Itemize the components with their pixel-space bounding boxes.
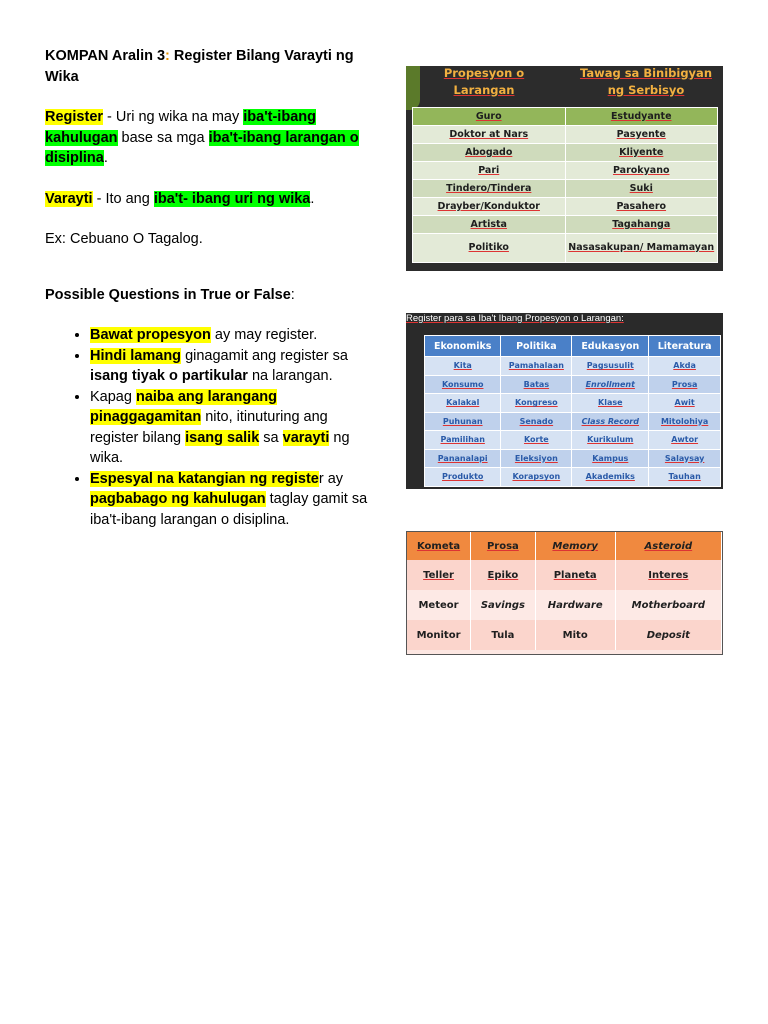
image2-cell-text: Produkto	[442, 472, 484, 482]
list-item	[90, 387, 375, 469]
word-classification-image	[406, 531, 723, 655]
image2-cell-text: Senado	[519, 416, 554, 426]
table-row	[425, 449, 721, 468]
image3-cell-text: Kometa	[416, 540, 461, 552]
image2-cell	[425, 394, 501, 413]
image2-cell-text: Batas	[523, 379, 550, 389]
image2-cell	[572, 449, 649, 468]
list-item	[90, 469, 375, 531]
image3-cell	[615, 590, 721, 620]
bullet4-highlight-2: pagbabago ng kahulugan	[90, 491, 266, 507]
image2-header	[425, 336, 501, 357]
bullet2-bold: isang tiyak o partikular	[90, 368, 248, 384]
image1-cell	[565, 144, 718, 162]
image2-header-text: Politika	[516, 340, 557, 352]
image3-cell	[615, 620, 721, 650]
image1-cell-text: Kliyente	[619, 147, 664, 158]
image1-header-left-line1: Propesyon o	[443, 66, 525, 80]
bullet3-text-3: sa	[259, 429, 283, 446]
image2-cell	[572, 412, 649, 431]
questions-heading-text: Possible Questions in True or False	[45, 286, 291, 303]
varayti-definition	[45, 189, 375, 210]
image2-cell-text: Awtor	[671, 435, 699, 445]
image2-cell-text: Pamilihan	[440, 435, 485, 445]
table-row	[407, 532, 722, 560]
image1-cell	[413, 198, 566, 216]
table-row	[413, 216, 718, 234]
image3-cell	[615, 532, 721, 560]
table-row	[425, 412, 721, 431]
image2-cell-text: Kongreso	[515, 398, 558, 408]
image3-cell	[407, 590, 471, 620]
bullet4-text-2: taglay gamit sa iba't-ibang larangan o disiplina.	[90, 491, 368, 528]
image1-cell	[565, 234, 718, 263]
image2-cell	[572, 357, 649, 376]
image2-header-text: Literatura	[657, 340, 712, 352]
bullet2-text-2: na larangan.	[247, 368, 333, 384]
bullet1-text: ay may register.	[210, 327, 318, 343]
image2-cell-text: Akademiks	[585, 472, 635, 482]
image2-cell	[425, 468, 501, 487]
list-item	[90, 346, 375, 387]
table-row	[407, 560, 722, 590]
image2-cell	[572, 468, 649, 487]
image2-cell	[649, 449, 721, 468]
image3-cell	[407, 532, 471, 560]
image3-cell-text: Tula	[491, 629, 515, 641]
register-highlight-2: iba't-ibang larangan o disiplina	[45, 129, 359, 166]
example-line: Ex: Cebuano O Tagalog.	[45, 231, 203, 247]
image2-header	[501, 336, 572, 357]
image3-cell	[471, 560, 536, 590]
image2-cell	[425, 357, 501, 376]
image1-cell	[413, 216, 566, 234]
image2-header-text: Ekonomiks	[433, 340, 492, 352]
image2-cell-text: Pagsusulit	[586, 361, 634, 371]
table-row	[425, 468, 721, 487]
image1-cell-text: Politiko	[468, 242, 509, 253]
image2-cell	[649, 394, 721, 413]
table-row	[413, 108, 718, 126]
register-term: Register	[45, 109, 104, 125]
table-row	[413, 198, 718, 216]
image2-cell	[572, 394, 649, 413]
image3-cell	[535, 620, 615, 650]
table-row	[425, 375, 721, 394]
image3-cell-text: Hardware	[547, 599, 603, 611]
image3-cell-text: Interes	[648, 569, 689, 581]
image1-cell-text: Artista	[470, 219, 507, 230]
image1-cell-text: Parokyano	[612, 165, 670, 176]
image3-cell-text: Mito	[562, 629, 588, 641]
bullet2-highlight: Hindi lamang	[90, 347, 182, 364]
bullet1-highlight: Bawat propesyon	[90, 327, 211, 343]
image3-cell-text: Teller	[423, 569, 454, 581]
title-rest: Register Bilang Varayti ng Wika	[45, 48, 354, 85]
image2-cell-text: Class Record	[581, 416, 639, 426]
image3-cell	[535, 560, 615, 590]
image1-cell	[565, 126, 718, 144]
image1-cell	[413, 108, 566, 126]
image2-cell-text: Kalakal	[446, 398, 480, 408]
image2-cell-text: Akda	[673, 361, 696, 371]
register-text-2: base sa mga	[117, 129, 209, 146]
professions-table-image	[406, 66, 723, 271]
image1-cell-text: Doktor at Nars	[449, 129, 529, 140]
image2-cell-text: Klase	[598, 398, 623, 408]
table-row	[413, 234, 718, 263]
image3-cell-text: Memory	[552, 540, 598, 552]
image2-cell	[425, 375, 501, 394]
image2-cell-text: Tauhan	[668, 472, 701, 482]
image1-header-right-line2: ng Serbisyo	[607, 83, 685, 97]
image3-cell-text: Epiko	[487, 569, 519, 581]
table-row	[407, 590, 722, 620]
bullet4-highlight-1: Espesyal na katangian ng registe	[90, 470, 319, 487]
image3-cell	[407, 620, 471, 650]
image2-cell	[501, 449, 572, 468]
image1-cell-text: Pasyente	[616, 129, 666, 140]
page-title	[45, 46, 375, 87]
bullet3-highlight-2: isang salik	[185, 429, 260, 446]
image2-cell	[501, 394, 572, 413]
table-row	[413, 126, 718, 144]
image2-header-text: Edukasyon	[581, 340, 640, 352]
varayti-term: Varayti	[45, 190, 93, 207]
title-colon: :	[165, 48, 170, 64]
table-row	[407, 620, 722, 650]
bullet2-text-1: ginagamit ang register sa	[181, 347, 348, 364]
image2-header	[649, 336, 721, 357]
image1-cell	[413, 126, 566, 144]
image2-cell-text: Mitolohiya	[660, 416, 709, 426]
table-row	[425, 431, 721, 450]
image1-cell-text: Tagahanga	[612, 219, 671, 230]
image2-cell-text: Kita	[453, 361, 472, 371]
image1-cell	[565, 216, 718, 234]
image1-cell	[565, 198, 718, 216]
image2-cell-text: Puhunan	[442, 416, 483, 426]
image1-cell-text: Nasasakupan/ Mamamayan	[568, 242, 715, 253]
image2-cell-text: Prosa	[671, 379, 698, 389]
bullet3-text-2: nito, itinuturing ang register bilang	[90, 409, 328, 446]
image2-cell	[572, 375, 649, 394]
image2-cell-text: Awit	[674, 398, 695, 408]
bullet3-text-4: ng wika.	[90, 429, 350, 466]
image2-cell-text: Kampus	[592, 453, 629, 463]
list-item	[90, 325, 375, 346]
table-row	[413, 180, 718, 198]
image2-cell	[649, 412, 721, 431]
image3-table	[407, 532, 722, 650]
image3-cell-text: Planeta	[553, 569, 597, 581]
image3-cell-text: Asteroid	[644, 540, 693, 552]
image2-cell	[649, 357, 721, 376]
image2-cell	[501, 468, 572, 487]
image3-cell-text: Prosa	[486, 540, 519, 552]
register-text-1: - Uri ng wika na may	[103, 109, 244, 125]
image3-cell-text: Monitor	[416, 629, 461, 641]
varayti-text-2: .	[310, 190, 315, 207]
image2-caption	[406, 313, 624, 324]
image1-cell	[413, 234, 566, 263]
image1-cell	[565, 162, 718, 180]
image2-cell-text: Eleksiyon	[514, 453, 558, 463]
image3-cell-text: Motherboard	[631, 599, 705, 611]
image3-cell-text: Meteor	[418, 599, 459, 611]
image3-cell	[535, 590, 615, 620]
table-row	[413, 144, 718, 162]
varayti-text-1: - Ito ang	[92, 190, 154, 207]
image1-cell-text: Drayber/Konduktor	[437, 201, 540, 212]
register-definition	[45, 107, 375, 169]
bullet3-highlight-1: naiba ang larangang pinaggagamitan	[90, 388, 277, 425]
image1-header-left-line2: Larangan	[453, 83, 515, 97]
register-fields-image	[406, 313, 723, 489]
image1-cell-text: Suki	[629, 183, 653, 194]
image1-cell	[565, 180, 718, 198]
image3-cell	[471, 620, 536, 650]
image3-cell	[471, 532, 536, 560]
image2-cell-text: Korapsyon	[512, 472, 561, 482]
image2-cell	[649, 375, 721, 394]
questions-heading-colon: :	[290, 286, 295, 303]
image3-cell-text: Deposit	[646, 629, 690, 641]
image2-cell-text: Pamahalaan	[508, 361, 564, 371]
image2-cell	[425, 431, 501, 450]
image3-cell	[471, 590, 536, 620]
image2-cell	[572, 431, 649, 450]
image2-header	[572, 336, 649, 357]
image2-cell	[501, 431, 572, 450]
image2-cell	[501, 412, 572, 431]
register-highlight-1: iba't-ibang kahulugan	[45, 109, 316, 146]
image2-table	[424, 335, 721, 487]
image2-cell-text: Kurikulum	[587, 435, 634, 445]
image1-cell-text: Tindero/Tindera	[446, 183, 532, 194]
image1-cell	[413, 144, 566, 162]
image2-cell	[425, 412, 501, 431]
image2-cell	[649, 468, 721, 487]
image1-cell	[413, 180, 566, 198]
image2-cell	[501, 375, 572, 394]
image1-header-right	[566, 66, 723, 105]
document-body	[45, 46, 375, 530]
bullet3-text-1: Kapag	[90, 388, 136, 405]
table-row	[425, 394, 721, 413]
image2-cell	[501, 357, 572, 376]
title-lead: KOMPAN Aralin 3	[45, 48, 166, 64]
table-row	[413, 162, 718, 180]
table-row	[425, 357, 721, 376]
image1-table	[412, 107, 718, 263]
image1-cell-text: Abogado	[465, 147, 513, 158]
image1-cell	[413, 162, 566, 180]
image1-cell-text: Pari	[478, 165, 500, 176]
image2-cell-text: Pananalapi	[437, 453, 488, 463]
image1-cell-text: Pasahero	[616, 201, 667, 212]
questions-list	[45, 325, 375, 530]
image1-cell	[565, 108, 718, 126]
image3-cell	[615, 560, 721, 590]
image1-header-right-line1: Tawag sa Binibigyan	[579, 66, 713, 80]
image1-cell-text: Guro	[475, 111, 502, 122]
image2-cell	[425, 449, 501, 468]
varayti-highlight: iba't- ibang uri ng wika	[153, 190, 311, 207]
image1-header-left	[414, 66, 554, 105]
image2-cell-text: Konsumo	[441, 379, 484, 389]
image2-cell-text: Korte	[523, 435, 549, 445]
image3-cell	[407, 560, 471, 590]
questions-heading	[45, 285, 375, 306]
bullet4-text-1: r ay	[318, 470, 344, 487]
image2-cell-text: Salaysay	[664, 453, 705, 463]
image3-cell-text: Savings	[480, 599, 525, 611]
image1-cell-text: Estudyante	[610, 111, 672, 122]
image2-caption-text: Register para sa Iba't Ibang Propesyon o Larangan:	[406, 313, 624, 324]
image2-cell	[649, 431, 721, 450]
bullet3-highlight-3: varayti	[282, 429, 330, 446]
image3-cell	[535, 532, 615, 560]
image2-cell-text: Enrollment	[585, 379, 635, 389]
register-text-3: .	[103, 150, 108, 166]
